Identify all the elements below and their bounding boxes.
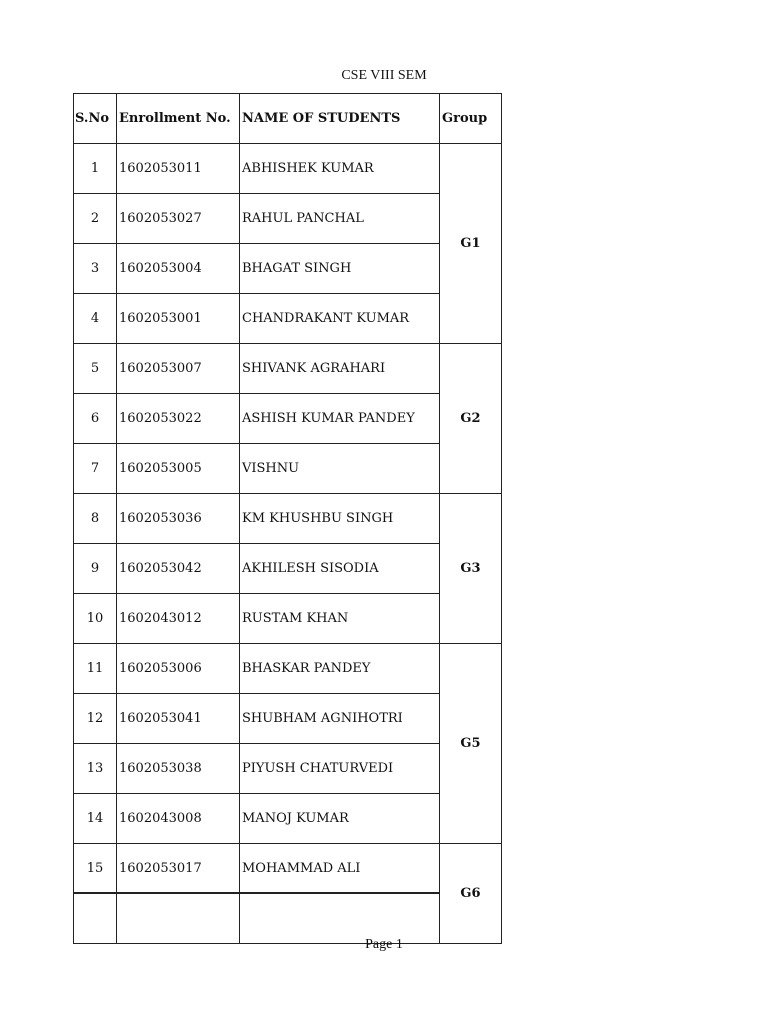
cell-enrollment: 1602043012 [117, 594, 240, 644]
page-title: CSE VIII SEM [341, 68, 427, 83]
cell-sno: 15 [74, 844, 117, 894]
header-sno: S.No [74, 94, 117, 144]
cell-enrollment: 1602053017 [117, 844, 240, 894]
cell-enrollment: 1602053004 [117, 244, 240, 294]
cell-enrollment: 1602053041 [117, 694, 240, 744]
cell-name: ABHISHEK KUMAR [240, 144, 440, 194]
cell-enrollment: 1602053036 [117, 494, 240, 544]
table-row [74, 494, 502, 544]
cell-name: CHANDRAKANT KUMAR [240, 294, 440, 344]
cell-sno: 14 [74, 794, 117, 844]
table-row [74, 394, 502, 444]
cell-sno: 8 [74, 494, 117, 544]
table-row [74, 244, 502, 294]
table-row [74, 844, 502, 894]
cell-enrollment: 1602053006 [117, 644, 240, 694]
table-header-row [74, 94, 502, 144]
cell-name: PIYUSH CHATURVEDI [240, 744, 440, 794]
cell-name: RUSTAM KHAN [240, 594, 440, 644]
cell-enrollment: 1602053005 [117, 444, 240, 494]
table-row [74, 594, 502, 644]
cell-group: G2 [440, 344, 502, 494]
cell-enrollment: 1602053001 [117, 294, 240, 344]
table-row [74, 894, 502, 944]
cell-sno: 13 [74, 744, 117, 794]
cell-enrollment: 1602053007 [117, 344, 240, 394]
header-group: Group [440, 94, 502, 144]
cell-sno: 2 [74, 194, 117, 244]
cell-name: MOHAMMAD ALI [240, 844, 440, 894]
cell-sno [74, 894, 117, 944]
table-row [74, 794, 502, 844]
cell-sno: 9 [74, 544, 117, 594]
cell-group: G6 [440, 844, 502, 944]
cell-name [240, 894, 440, 944]
table-row [74, 694, 502, 744]
cell-name: ASHISH KUMAR PANDEY [240, 394, 440, 444]
cell-sno: 11 [74, 644, 117, 694]
page-number: Page 1 [365, 937, 403, 952]
cell-enrollment: 1602053038 [117, 744, 240, 794]
cell-enrollment [117, 894, 240, 944]
table-row [74, 344, 502, 394]
table-row [74, 194, 502, 244]
cell-name: KM KHUSHBU SINGH [240, 494, 440, 544]
table-row [74, 144, 502, 194]
cell-name: BHASKAR PANDEY [240, 644, 440, 694]
cell-name: RAHUL PANCHAL [240, 194, 440, 244]
student-table-container [73, 93, 501, 901]
table-row [74, 644, 502, 694]
cell-name: AKHILESH SISODIA [240, 544, 440, 594]
table-row [74, 294, 502, 344]
cell-name: BHAGAT SINGH [240, 244, 440, 294]
table-bottom-border [73, 892, 440, 893]
table-row [74, 444, 502, 494]
cell-sno: 4 [74, 294, 117, 344]
cell-group: G3 [440, 494, 502, 644]
cell-sno: 10 [74, 594, 117, 644]
header-name: NAME OF STUDENTS [240, 94, 440, 144]
header-enrollment: Enrollment No. [117, 94, 240, 144]
cell-name: SHIVANK AGRAHARI [240, 344, 440, 394]
cell-sno: 3 [74, 244, 117, 294]
cell-enrollment: 1602053022 [117, 394, 240, 444]
cell-enrollment: 1602053011 [117, 144, 240, 194]
cell-name: SHUBHAM AGNIHOTRI [240, 694, 440, 744]
table-row [74, 744, 502, 794]
cell-name: MANOJ KUMAR [240, 794, 440, 844]
cell-sno: 5 [74, 344, 117, 394]
cell-enrollment: 1602053027 [117, 194, 240, 244]
cell-enrollment: 1602043008 [117, 794, 240, 844]
cell-sno: 6 [74, 394, 117, 444]
table-row [74, 544, 502, 594]
cell-sno: 1 [74, 144, 117, 194]
cell-enrollment: 1602053042 [117, 544, 240, 594]
cell-group: G5 [440, 644, 502, 844]
cell-sno: 7 [74, 444, 117, 494]
cell-sno: 12 [74, 694, 117, 744]
cell-group: G1 [440, 144, 502, 344]
student-group-table [73, 93, 502, 944]
cell-name: VISHNU [240, 444, 440, 494]
